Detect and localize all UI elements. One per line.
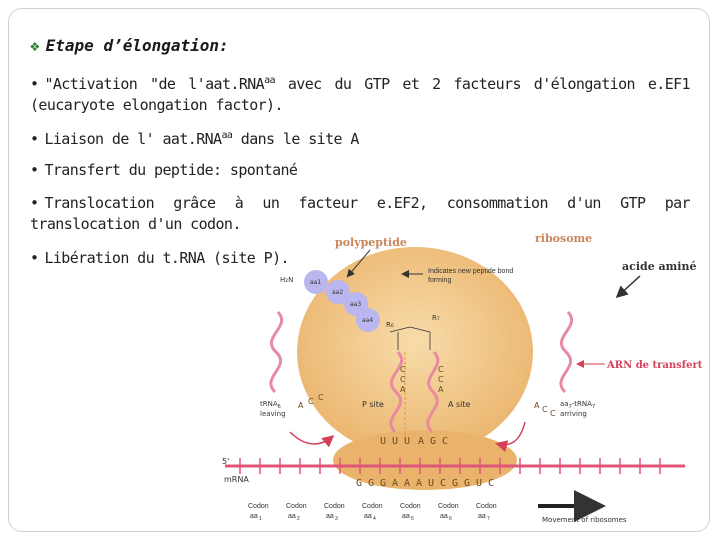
bullet-item-transfert bbox=[30, 160, 690, 181]
svg-text:C: C bbox=[438, 375, 444, 384]
svg-text:G: G bbox=[452, 478, 459, 489]
svg-text:U: U bbox=[476, 478, 483, 489]
heading-text: Etape d’élongation: bbox=[45, 36, 229, 55]
svg-text:G: G bbox=[380, 478, 387, 489]
trna-arriving-label: $aa_7-tRNA_7$ bbox=[560, 400, 596, 410]
acide-amine-arrow bbox=[618, 276, 640, 296]
bullet-dot: • bbox=[30, 194, 39, 212]
svg-text:3: 3 bbox=[335, 516, 338, 522]
svg-text:4: 4 bbox=[373, 516, 376, 522]
svg-text:aa2: aa2 bbox=[332, 289, 344, 296]
svg-text:G: G bbox=[368, 478, 375, 489]
bullet-text: Libération du t.RNA (site P). bbox=[44, 249, 289, 267]
svg-text:5: 5 bbox=[411, 516, 414, 522]
svg-text:C: C bbox=[488, 478, 495, 489]
r7-label: R₇ bbox=[432, 314, 440, 322]
svg-text:C: C bbox=[308, 397, 314, 406]
ribosome-label: ribosome bbox=[535, 232, 593, 245]
svg-text:C: C bbox=[438, 365, 444, 374]
svg-text:A: A bbox=[392, 478, 399, 489]
bullet-dot: • bbox=[30, 161, 39, 179]
bullet-text: Liaison de l' aat.RNA bbox=[44, 130, 222, 148]
svg-text:aa: aa bbox=[402, 513, 410, 520]
svg-text:A: A bbox=[416, 478, 423, 489]
anticodon-a-1: A bbox=[418, 436, 425, 447]
svg-text:Codon: Codon bbox=[400, 503, 421, 510]
svg-text:aa1: aa1 bbox=[310, 279, 322, 286]
svg-text:C: C bbox=[400, 375, 406, 384]
diamond-bullet-icon: ❖ bbox=[30, 36, 40, 55]
acide-amine-label: acide aminé bbox=[622, 260, 697, 273]
svg-text:aa: aa bbox=[250, 513, 258, 520]
svg-text:7: 7 bbox=[487, 516, 490, 522]
svg-text:1: 1 bbox=[259, 516, 262, 522]
svg-text:aa: aa bbox=[288, 513, 296, 520]
svg-text:C: C bbox=[550, 409, 556, 418]
svg-text:aa3: aa3 bbox=[350, 301, 362, 308]
elongation-diagram bbox=[220, 232, 715, 537]
bullet-text-tail: dans le site A bbox=[232, 130, 359, 148]
trna-arriving-letters bbox=[534, 401, 556, 418]
svg-text:aa: aa bbox=[364, 513, 372, 520]
trna-arriving-arrow bbox=[498, 422, 525, 445]
trna-p-end-letters bbox=[400, 365, 406, 394]
bullet-dot: • bbox=[30, 130, 39, 148]
trna-arriving-caption: arriving bbox=[560, 410, 587, 418]
svg-text:C: C bbox=[542, 405, 548, 414]
svg-text:6: 6 bbox=[449, 516, 452, 522]
svg-text:2: 2 bbox=[297, 516, 300, 522]
polypeptide-label: polypeptide bbox=[335, 236, 407, 249]
svg-text:A: A bbox=[400, 385, 406, 394]
r6-label: R₆ bbox=[386, 321, 394, 329]
trna-leaving-label: tRNA$_6$ bbox=[260, 400, 281, 410]
svg-text:Codon: Codon bbox=[476, 503, 497, 510]
svg-text:aa: aa bbox=[440, 513, 448, 520]
svg-text:Codon: Codon bbox=[248, 503, 269, 510]
bullet-dot: • bbox=[30, 75, 39, 93]
trna-arriving bbox=[561, 312, 572, 392]
trna-a-end-letters bbox=[438, 365, 444, 394]
codon-labels bbox=[248, 503, 497, 522]
svg-text:A: A bbox=[298, 401, 304, 410]
mrna-label: mRNA bbox=[224, 475, 249, 484]
trna-leaving bbox=[271, 312, 282, 392]
svg-text:Codon: Codon bbox=[438, 503, 459, 510]
svg-text:aa: aa bbox=[478, 513, 486, 520]
bullet-text: Transfert du peptide: spontané bbox=[44, 161, 298, 179]
anticodon-a-2: G bbox=[430, 436, 437, 447]
svg-text:C: C bbox=[318, 393, 324, 402]
bullet-sup: aa bbox=[221, 130, 233, 141]
svg-text:C: C bbox=[440, 478, 447, 489]
anticodon-p-2: U bbox=[392, 436, 399, 447]
svg-text:U: U bbox=[428, 478, 435, 489]
bullet-item-translocation bbox=[30, 193, 690, 235]
bullet-text: "Activation "de l'aat.RNA bbox=[44, 75, 265, 93]
arn-transfert-label: ARN de transfert bbox=[607, 360, 703, 371]
bullet-sup: aa bbox=[264, 75, 275, 86]
svg-text:A: A bbox=[438, 385, 444, 394]
svg-text:A: A bbox=[404, 478, 411, 489]
p-site-label: P site bbox=[362, 400, 384, 409]
new-peptide-note: Indicates new peptide bond forming bbox=[428, 268, 514, 284]
bullet-item-activation bbox=[30, 70, 690, 116]
trna-leaving-caption: leaving bbox=[260, 410, 286, 418]
movement-label: Movement of ribosomes bbox=[542, 516, 627, 524]
svg-text:aa: aa bbox=[326, 513, 334, 520]
bullet-dot: • bbox=[30, 249, 39, 267]
a-site-label: A site bbox=[448, 400, 471, 409]
bullet-item-liaison bbox=[30, 125, 690, 150]
bullet-text-tail: avec du GTP et 2 facteurs d'élongation e.EF1 (eucaryote elongation factor). bbox=[30, 75, 690, 114]
svg-text:Codon: Codon bbox=[324, 503, 345, 510]
svg-text:A: A bbox=[534, 401, 540, 410]
anticodon-a-3: C bbox=[442, 436, 449, 447]
mrna-5prime-label: 5' bbox=[222, 457, 230, 466]
anticodon-p-1: U bbox=[380, 436, 387, 447]
bullet-text: Translocation grâce à un facteur e.EF2, consommation d'un GTP par translocation d'un codon. bbox=[30, 194, 690, 233]
section-heading bbox=[30, 36, 229, 55]
svg-text:aa4: aa4 bbox=[362, 317, 374, 324]
svg-text:Codon: Codon bbox=[362, 503, 383, 510]
svg-text:G: G bbox=[356, 478, 363, 489]
anticodon-p-3: U bbox=[404, 436, 411, 447]
svg-text:C: C bbox=[400, 365, 406, 374]
svg-text:Codon: Codon bbox=[286, 503, 307, 510]
h2n-label: H₂N bbox=[280, 276, 294, 284]
svg-text:G: G bbox=[464, 478, 471, 489]
trna-leaving-arrow bbox=[290, 432, 332, 444]
